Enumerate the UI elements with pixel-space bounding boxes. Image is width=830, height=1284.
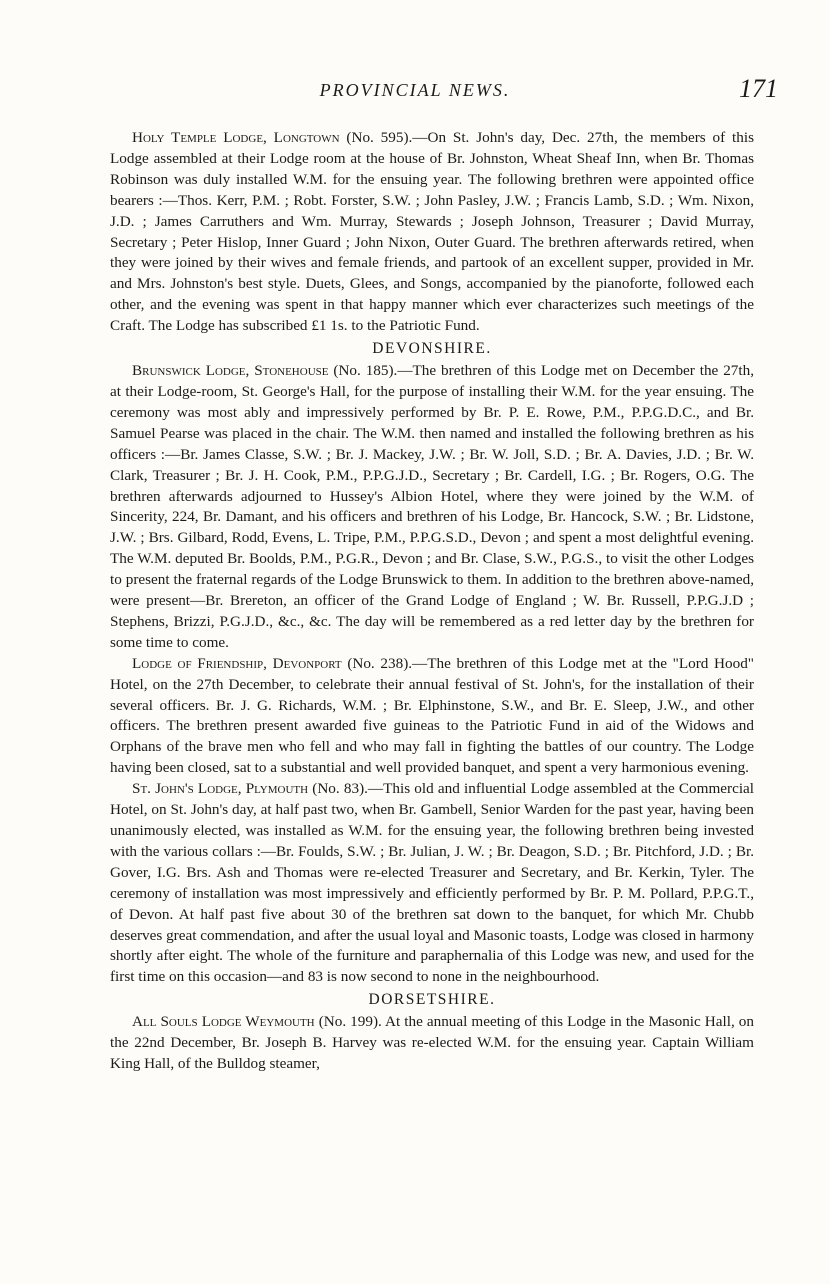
article-text: (No. 83).—This old and influential Lodge assembled at the Commercial Hotel, on St. John's day, at half past two, when Br. Gambell, Senior Warden for the past year, having been unanimously elected, was installed as W.M. for the ensuing year, the following brethren being invested with the various collars :—Br. Foulds, S.W. ; Br. Julian, J. W. ; Br. Deagon, S.D. ; Br. Pitchford, J.D. ; Br. Gover, I.G. Brs. Ash and Thomas were re-elected Treasurer and Secretary, and Br. Kerkin, Tyler. The ceremony of installation was most impressively and efficiently performed by Br. P. M. Pollard, P.P.G.T., of Devon. At half past five about 30 of the brethren sat down to the banquet, for which Mr. Chubb deserves great commendation, and after the usual loyal and Masonic toasts, Lodge was closed in harmony shortly after eight. The whole of the furniture and paraphernalia of this Lodge was new, and used for the first time on this occasion—and 83 is now second to none in the neighbourhood. bbox=[110, 780, 755, 986]
lodge-title: Holy Temple Lodge, Longtown bbox=[132, 129, 340, 146]
article-lodge-of-friendship bbox=[110, 654, 754, 779]
article-text: (No. 595).—On St. John's day, Dec. 27th, the members of this Lodge assembled at their Lodge room at the house of Br. Johnston, Wheat Sheaf Inn, when Br. Thomas Robinson was duly installed W.M. for the ensuing year. The following brethren were appointed office bearers :—Thos. Kerr, P.M. ; Robt. Forster, S.W. ; John Pasley, J.W. ; Francis Lamb, S.D. ; Wm. Nixon, J.D. ; James Carruthers and Wm. Murray, Stewards ; Joseph Johnson, Treasurer ; David Murray, Secretary ; Peter Hislop, Inner Guard ; John Nixon, Outer Guard. The brethren afterwards retired, when they were joined by their wives and female friends, and partook of an excellent supper, provided in Mr. and Mrs. Johnston's best style. Duets, Glees, and Songs, accompanied by the pianoforte, followed each other, and the evening was spent in that happy manner which ever characterizes such meetings of the Craft. The Lodge has subscribed £1 1s. to the Patriotic Fund. bbox=[110, 129, 754, 335]
article-st-johns-lodge bbox=[110, 779, 754, 988]
page-number: 171 bbox=[739, 74, 778, 103]
section-heading-dorsetshire: DORSETSHIRE. bbox=[368, 991, 496, 1009]
article-text: (No. 199). At the annual meeting of this Lodge in the Masonic Hall, on the 22nd December, Br. Joseph B. Harvey was re-elected W.M. for the ensuing year. Captain William King Hall, of the Bulldog steamer, bbox=[110, 1013, 754, 1073]
lodge-title: All Souls Lodge Weymouth bbox=[132, 1013, 315, 1031]
article-all-souls-lodge bbox=[110, 1012, 754, 1075]
section-heading-devonshire: DEVONSHIRE. bbox=[372, 340, 492, 358]
article-text: (No. 185).—The brethren of this Lodge met on December the 27th, at their Lodge-room, St. George's Hall, for the purpose of installing their W.M. for the year ensuing. The ceremony was most ably and impressively performed by Br. P. E. Rowe, P.M., P.P.G.D.C., and Br. Samuel Pearse was placed in the chair. The W.M. then named and installed the following brethren as his officers :—Br. James Classe, S.W. ; Br. J. Mackey, J.W. ; Br. W. Joll, S.D. ; Br. A. Davies, J.D. ; Br. W. Clark, Treasurer ; Br. J. H. Cook, P.M., P.P.G.J.D., Secretary ; Br. Cardell, I.G. ; Br. Rogers, O.G. The brethren afterwards adjourned to Hussey's Albion Hotel, where they were joined by the W.M. of Sincerity, 224, Br. Damant, and his officers and brethren of his Lodge, Br. Hancock, S.W. ; Br. Lidstone, J.W. ; Brs. Gilbard, Rodd, Evens, L. Tripe, P.M., P.P.G.S.D., Devon ; and spent a most delightful evening. The W.M. deputed Br. Boolds, P.M., P.G.R., Devon ; and Br. Clase, S.W., P.G.S., to visit the other Lodges to present the fraternal regards of the Lodge Brunswick to them. In addition to the brethren above-named, were present—Br. Brereton, an officer of the Grand Lodge of England ; W. Br. Russell, P.P.G.J.D ; Stephens, Brizzi, P.G.J.D., &c., &c. The day will be remembered as a red letter day by the brethren for some time to come. bbox=[110, 362, 754, 651]
running-title: PROVINCIAL NEWS. bbox=[319, 80, 511, 100]
article-holy-temple-lodge bbox=[110, 128, 754, 337]
page-header bbox=[0, 74, 830, 110]
lodge-title: St. John's Lodge, Plymouth bbox=[132, 780, 309, 798]
article-body bbox=[110, 128, 754, 1075]
lodge-title: Brunswick Lodge, Stonehouse bbox=[132, 362, 329, 380]
article-text: (No. 238).—The brethren of this Lodge met at the "Lord Hood" Hotel, on the 27th December, to celebrate their annual festival of St. John's, for the installation of their several officers. Br. J. G. Richards, W.M. ; Br. Elphinstone, S.W., and Br. E. Sleep, J.W., and other officers. The brethren present awarded five guineas to the Patriotic Fund in aid of the Widows and Orphans of the brave men who fell and who may fall in fighting the battles of our country. The Lodge having been closed, sat to a substantial and well provided banquet, and spent a very harmonious evening. bbox=[110, 654, 754, 777]
article-brunswick-lodge bbox=[110, 361, 754, 654]
lodge-title: Lodge of Friendship, Devonport bbox=[132, 654, 342, 672]
